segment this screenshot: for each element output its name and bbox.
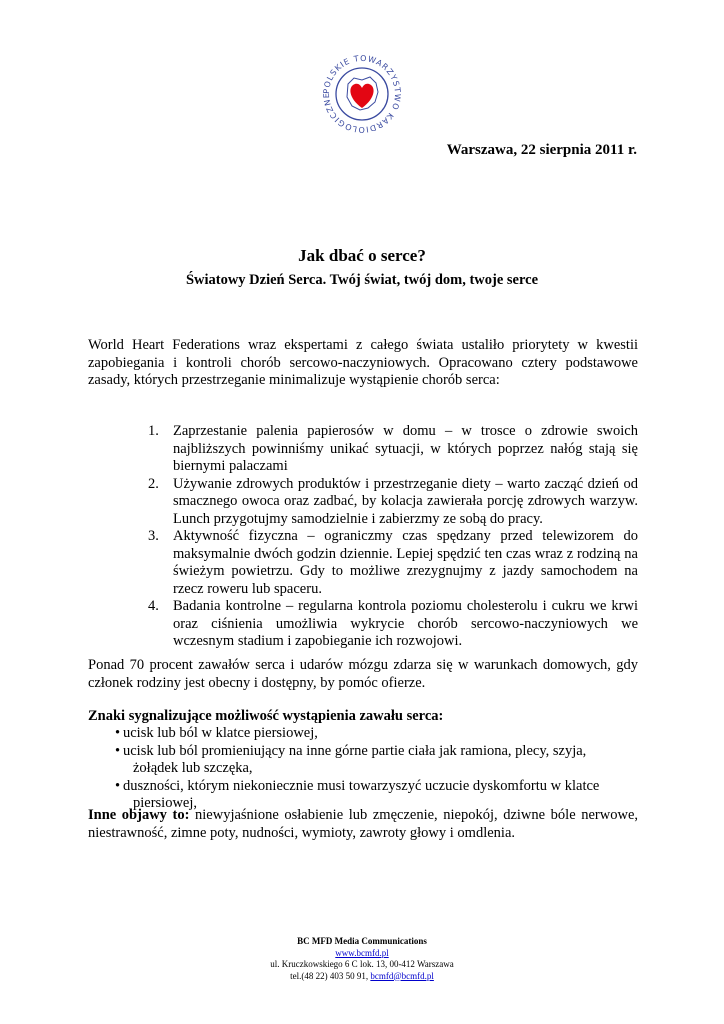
signs-list	[115, 725, 638, 813]
other-symptoms-label: Inne objawy to:	[88, 807, 190, 823]
list-item	[115, 725, 638, 743]
intro-paragraph: World Heart Federations wraz ekspertami z całego świata ustaliło priorytety w kwestii zapobiegania i kontroli chorób sercowo-naczyniowych. Opracowano cztery podstawowe zasady, których przestrzeganie minimalizuje wystąpienie chorób serca:	[88, 337, 638, 388]
list-item-number: 4.	[148, 598, 159, 614]
footer-company: BC MFD Media Communications	[297, 936, 427, 946]
bullet-icon: •	[115, 777, 121, 794]
list-item-number: 1.	[148, 423, 159, 439]
list-item-number: 2.	[148, 475, 159, 492]
logo-text: POLSKIE TOWARZYSTWO KARDIOLOGICZNE	[321, 53, 403, 135]
document-title: Jak dbać o serce?	[298, 246, 426, 265]
heart-society-logo	[318, 50, 406, 138]
list-item-text: Zaprzestanie palenia papierosów w domu – w trosce o zdrowie swoich najbliższych powinniśmy unikać sytuacji, w których poprzez nałóg stają się biernymi palaczami	[173, 423, 638, 474]
document-subtitle: Światowy Dzień Serca. Twój świat, twój dom, twoje serce	[185, 272, 539, 288]
bullet-icon: •	[115, 725, 121, 741]
list-item-text: Używanie zdrowych produktów i przestrzeganie diety – warto zacząć dzień od smacznego owoca oraz zadbać, by kolacja zawierała porcję zdrowych warzyw. Lunch przygotujmy samodzielnie i zabierzmy ze sobą do pracy.	[173, 475, 638, 527]
list-item	[148, 528, 638, 598]
list-item	[148, 476, 638, 529]
rules-list	[148, 423, 638, 651]
list-item-continuation: żołądek lub szczęka,	[133, 760, 253, 776]
list-item-text: ucisk lub ból promieniujący na inne górne partie ciała jak ramiona, plecy, szyja,	[123, 742, 587, 759]
footer	[0, 936, 724, 982]
list-item	[115, 743, 638, 778]
footer-address: ul. Kruczkowskiego 6 C lok. 13, 00-412 Warszawa	[270, 959, 454, 969]
signs-heading: Znaki sygnalizujące możliwość wystąpienia zawału serca:	[88, 708, 444, 724]
list-item-text: Badania kontrolne – regularna kontrola poziomu cholesterolu i cukru we krwi oraz ciśnienia umożliwia wykrycie chorób sercowo-naczyniowych we wczesnym stadium i zapobieganie ich rozwojowi.	[173, 598, 638, 649]
footer-phone: tel.(48 22) 403 50 91,	[290, 970, 369, 981]
list-item-number: 3.	[148, 528, 159, 544]
list-item-text: ucisk lub ból w klatce piersiowej,	[123, 725, 318, 741]
list-item-text: duszności, którym niekoniecznie musi towarzyszyć uczucie dyskomfortu w klatce	[123, 777, 600, 794]
heart-icon	[350, 84, 373, 108]
bullet-icon: •	[115, 742, 121, 759]
document-date: Warszawa, 22 sierpnia 2011 r.	[446, 142, 637, 158]
footer-email-link[interactable]: bcmfd@bcmfd.pl	[370, 970, 434, 981]
statistics-paragraph: Ponad 70 procent zawałów serca i udarów mózgu zdarza się w warunkach domowych, gdy członek rodziny jest obecny i dostępny, by pomóc ofierze.	[88, 657, 638, 691]
list-item	[148, 598, 638, 651]
list-item-text: Aktywność fizyczna – ograniczmy czas spędzany przed telewizorem do maksymalnie dwóch godzin dziennie. Lepiej spędzić ten czas wraz z rodziną na świeżym powietrzu. Gdy to możliwe zrezygnujmy z jazdy samochodem na rzecz roweru lub spaceru.	[173, 528, 638, 597]
list-item-continuation: piersiowej,	[133, 795, 198, 811]
list-item	[148, 423, 638, 476]
footer-website-link[interactable]: www.bcmfd.pl	[335, 947, 389, 958]
other-symptoms-paragraph	[88, 807, 638, 842]
other-symptoms-text: niewyjaśnione osłabienie lub zmęczenie, niepokój, dziwne bóle nerwowe, niestrawność, zimne poty, nudności, wymioty, zawroty głowy i omdlenia.	[88, 807, 638, 841]
